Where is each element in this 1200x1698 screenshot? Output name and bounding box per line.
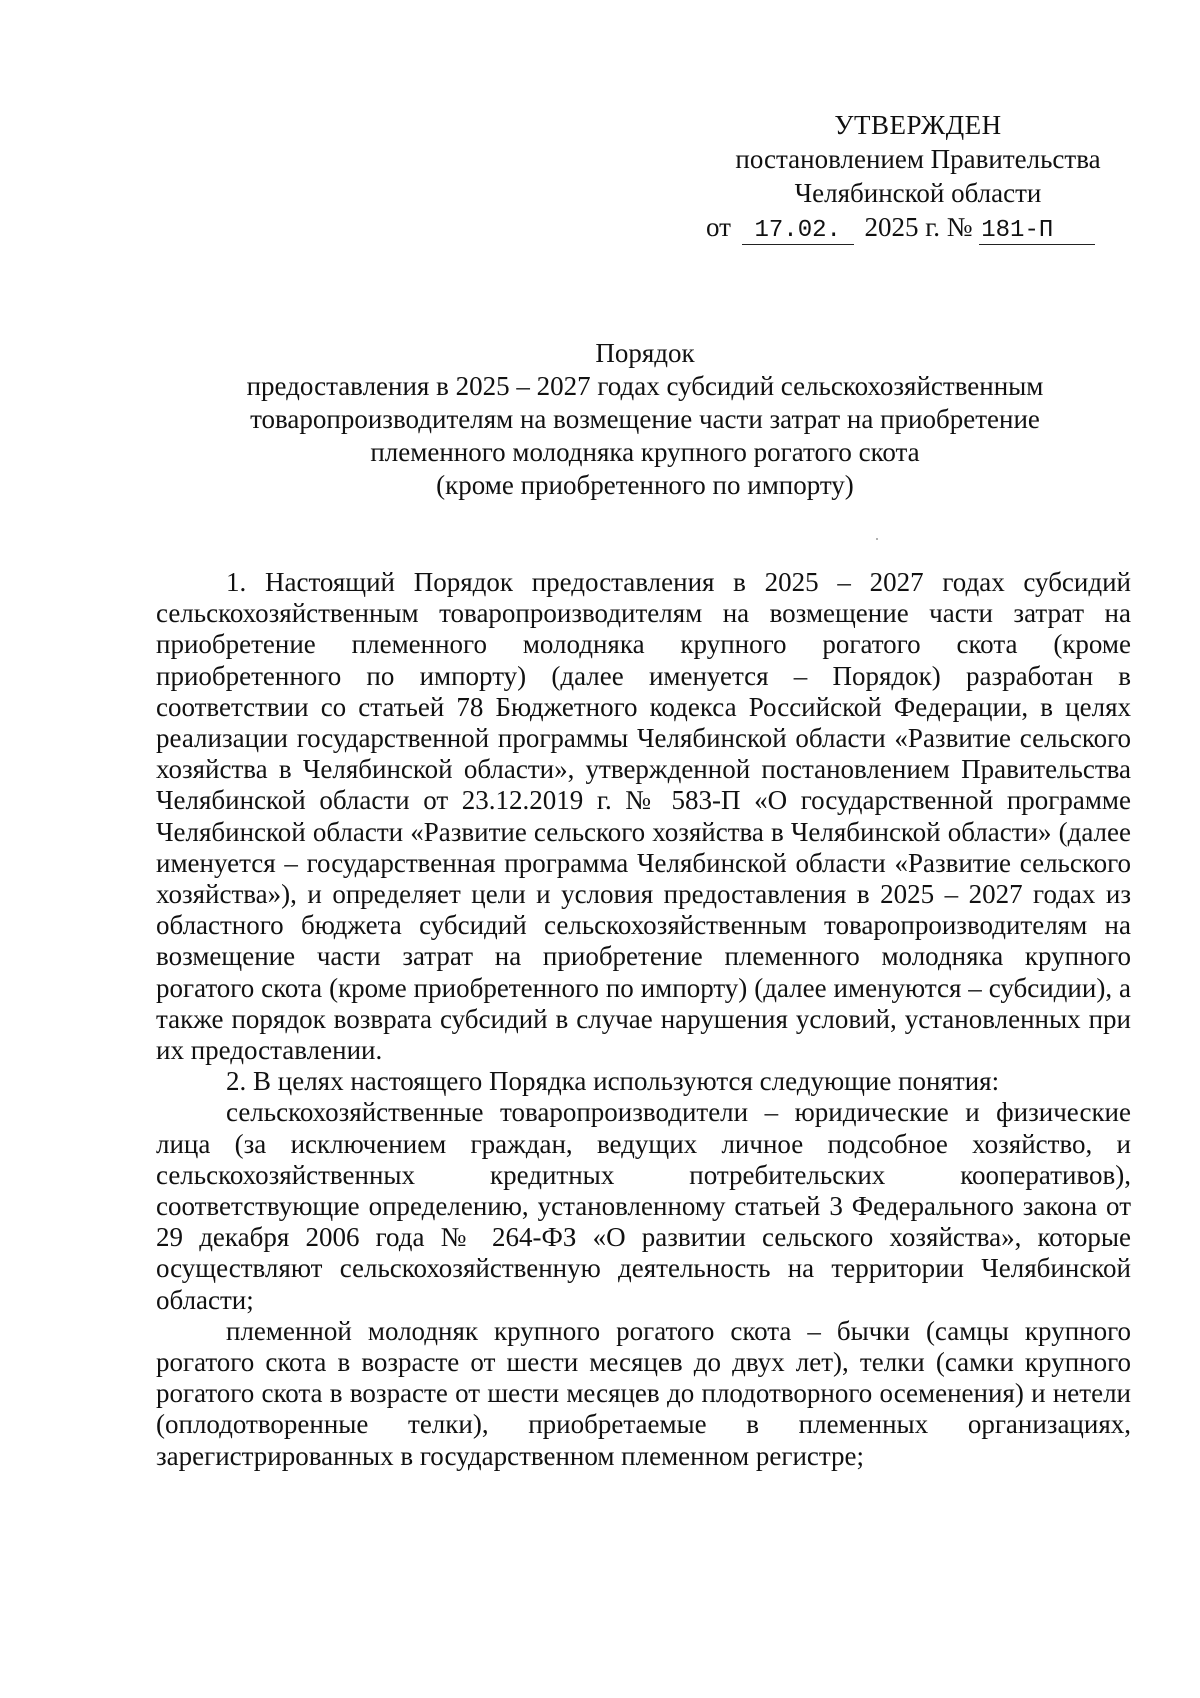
- approval-date-line: [706, 210, 1118, 245]
- date-prefix: от: [706, 212, 731, 242]
- approval-block: [706, 108, 1118, 245]
- paragraph-1: 1. Настоящий Порядок предоставления в 2025 – 2027 годах субсидий сельскохозяйственным товаропроизводителям на возмещение части затрат на приобретение племенного молодняка крупного рогатого скота (кроме приобретенного по импорту) (далее именуется – Порядок) разработан в соответствии со статьей 78 Бюджетного кодекса Российской Федерации, в целях реализации государственной программы Челябинской области «Развитие сельского хозяйства в Челябинской области», утвержденной постановлением Правительства Челябинской области от 23.12.2019 г. № 583-П «О государственной программе Челябинской области «Развитие сельского хозяйства в Челябинской области» (далее именуется – государственная программа Челябинской области «Развитие сельского хозяйства»), и определяет цели и условия предоставления в 2025 – 2027 годах из областного бюджета субсидий сельскохозяйственным товаропроизводителям на возмещение части затрат на приобретение племенного молодняка крупного рогатого скота (кроме приобретенного по импорту) (далее именуются – субсидии), а также порядок возврата субсидий в случае нарушения условий, установленных при их предоставлении.: [156, 567, 1131, 1066]
- year-text: 2025 г. №: [864, 212, 973, 242]
- heading-line-4: племенного молодняка крупного рогатого скота: [370, 437, 920, 467]
- handwritten-number: 181-П: [979, 218, 1095, 245]
- heading-line-3: товаропроизводителям на возмещение части затрат на приобретение: [250, 404, 1040, 434]
- approval-line-1: постановлением Правительства: [735, 144, 1101, 174]
- approval-line-2: Челябинской области: [794, 178, 1042, 208]
- handwritten-date: 17.02.: [742, 218, 854, 245]
- document-body: [156, 567, 1131, 1472]
- document-heading: [150, 337, 1140, 502]
- heading-line-1: Порядок: [595, 338, 695, 368]
- heading-line-2: предоставления в 2025 – 2027 годах субсидий сельскохозяйственным: [246, 371, 1044, 401]
- heading-line-5: (кроме приобретенного по импорту): [436, 470, 854, 500]
- paragraph-4: племенной молодняк крупного рогатого скота – бычки (самцы крупного рогатого скота в возрасте от шести месяцев до двух лет), телки (самки крупного рогатого скота в возрасте от шести месяцев до плодотворного осеменения) и нетели (оплодотворенные телки), приобретаемые в племенных организациях, зарегистрированных в государственном племенном регистре;: [156, 1315, 1131, 1471]
- scan-speck: [876, 538, 878, 540]
- paragraph-3: сельскохозяйственные товаропроизводители – юридические и физические лица (за исключением граждан, ведущих личное подсобное хозяйство, и сельскохозяйственных кредитных потребительских кооперативов), соответствующие определению, установленному статьей 3 Федерального закона от 29 декабря 2006 года № 264-ФЗ «О развитии сельского хозяйства», которые осуществляют сельскохозяйственную деятельность на территории Челябинской области;: [156, 1097, 1131, 1315]
- approval-title: УТВЕРЖДЕН: [834, 110, 1002, 140]
- paragraph-2: 2. В целях настоящего Порядка используются следующие понятия:: [226, 1066, 1000, 1097]
